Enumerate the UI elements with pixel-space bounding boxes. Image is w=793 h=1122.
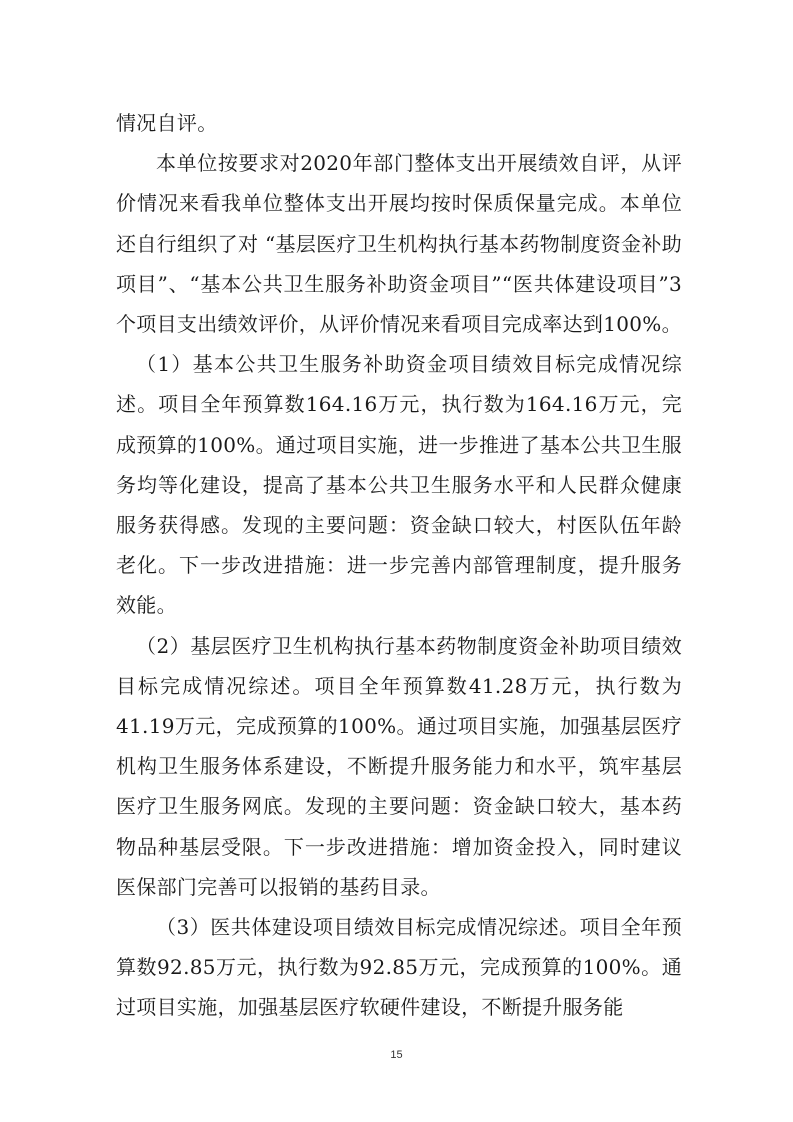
page-number: 15 (390, 1049, 403, 1061)
paragraph-continuation: 情况自评。 (116, 111, 218, 135)
paragraph-public-health-project: （1）基本公共卫生服务补助资金项目绩效目标完成情况综述。项目全年预算数164.16万元，执行数为164.16万元，完成预算的100%。通过项目实施，进一步推进了基本公共卫生服务均等化建设，提高了基本公共卫生服务水平和人民群众健康服务获得感。发现的主要问题：资金缺口较大，村医队伍年龄老化。下一步改进措施：进一步完善内部管理制度，提升服务效能。 (116, 352, 682, 618)
paragraph-essential-drugs-project: （2）基层医疗卫生机构执行基本药物制度资金补助项目绩效目标完成情况综述。项目全年预算数41.28万元，执行数为41.19万元，完成预算的100%。通过项目实施，加强基层医疗机构卫生服务体系建设，不断提升服务能力和水平，筑牢基层医疗卫生服务网底。发现的主要问题：资金缺口较大，基本药物品种基层受限。下一步改进措施：增加资金投入，同时建议医保部门完善可以报销的基药目录。 (116, 633, 682, 899)
paragraph-medical-community-project: （3）医共体建设项目绩效目标完成情况综述。项目全年预算数92.85万元，执行数为92.85万元，完成预算的100%。通过项目实施，加强基层医疗软硬件建设，不断提升服务能 (116, 915, 682, 1020)
document-body (116, 103, 682, 1028)
paragraph-overall-evaluation: 本单位按要求对2020年部门整体支出开展绩效自评，从评价情况来看我单位整体支出开展均按时保质保量完成。本单位还自行组织了对 “基层医疗卫生机构执行基本药物制度资金补助项目”、“基本公共卫生服务补助资金项目”“医共体建设项目”3 个项目支出绩效评价，从评价情况来看项目完成率达到100%。 (116, 151, 682, 337)
